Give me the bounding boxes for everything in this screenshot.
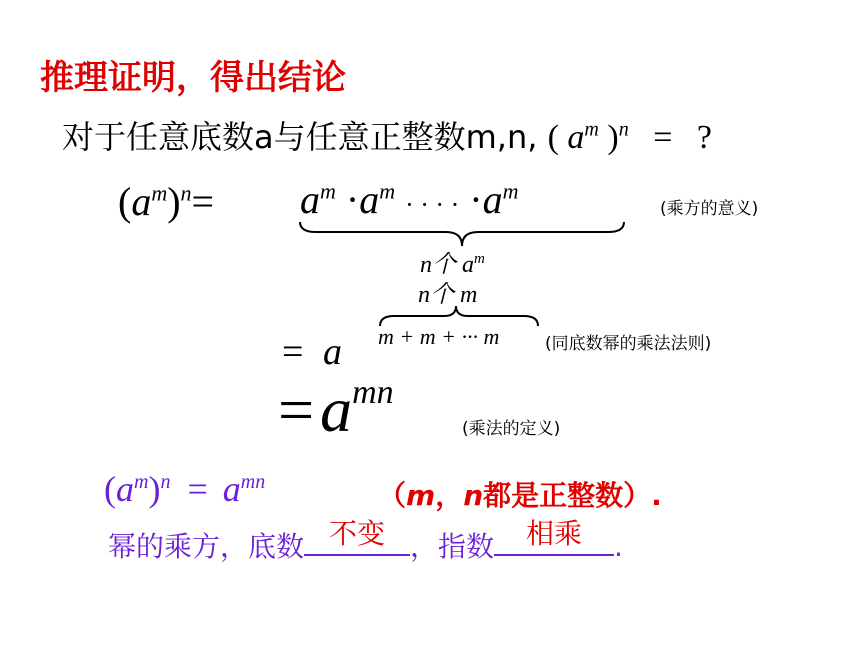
equals-sign: = bbox=[191, 179, 215, 224]
ellipsis-dots: · · · · bbox=[405, 190, 460, 219]
sentence-start: 幂的乘方，底数 bbox=[108, 530, 305, 563]
n-copies-of-m: n个 m bbox=[418, 282, 478, 308]
multiply-dot: · bbox=[469, 177, 483, 222]
exponent-n: n bbox=[618, 118, 629, 141]
power-rule-formula: $(a^m)^n = a^{mn}$ bbox=[104, 469, 266, 509]
product-expression bbox=[300, 176, 518, 223]
left-paren: ( bbox=[118, 179, 132, 224]
blank-base bbox=[304, 517, 410, 556]
exponent-m: m bbox=[584, 118, 599, 141]
right-paren: ) bbox=[607, 119, 619, 156]
base-a: a bbox=[322, 331, 342, 373]
note-power-meaning: (乘方的意义) bbox=[660, 199, 759, 219]
question-text: 对于任意底数a与任意正整数m,n, bbox=[62, 118, 538, 156]
base-a: a bbox=[320, 374, 353, 445]
exponent-m: m bbox=[151, 180, 168, 206]
equals-sign: = bbox=[653, 119, 673, 156]
blank-exponent bbox=[494, 517, 614, 556]
factor-a: a bbox=[300, 177, 320, 222]
factor-exponent-m: m bbox=[502, 178, 519, 204]
final-power-line bbox=[278, 373, 394, 445]
multiply-dot: · bbox=[345, 177, 360, 222]
left-paren: ( bbox=[547, 119, 559, 156]
factor-a: a bbox=[359, 177, 380, 222]
base-a: a bbox=[131, 179, 152, 224]
rule-condition: （m，n都是正整数）. bbox=[378, 479, 662, 512]
page-heading: 推理证明，得出结论 bbox=[40, 58, 346, 98]
question-mark: ? bbox=[696, 119, 712, 156]
sum-exponent: m + m + ··· m bbox=[378, 324, 500, 349]
right-paren: ) bbox=[167, 179, 181, 224]
n-copies-of-am: n个 $a^m$ bbox=[420, 251, 485, 278]
note-same-base: (同底数幂的乘法法则) bbox=[545, 334, 712, 354]
sentence-mid: ，指数 bbox=[410, 530, 495, 563]
equals-sign: = bbox=[278, 374, 315, 445]
sentence-end: . bbox=[614, 530, 623, 563]
exponent-n: n bbox=[180, 180, 192, 206]
base-a: a bbox=[567, 119, 585, 156]
factor-a: a bbox=[482, 177, 503, 222]
sum-exponent-line bbox=[282, 330, 342, 374]
conclusion-sentence bbox=[108, 517, 623, 565]
question-power-expression bbox=[548, 119, 712, 156]
equals-sign: = bbox=[282, 331, 304, 373]
answer-unchanged: 不变 bbox=[329, 517, 386, 550]
factor-exponent-m: m bbox=[379, 178, 396, 204]
answer-multiply: 相乘 bbox=[526, 517, 583, 550]
factor-exponent-m: m bbox=[320, 178, 336, 204]
question-line bbox=[62, 112, 712, 158]
exponent-mn: mn bbox=[352, 373, 394, 411]
expansion-line bbox=[118, 178, 214, 225]
note-mult-def: (乘法的定义) bbox=[462, 419, 561, 439]
